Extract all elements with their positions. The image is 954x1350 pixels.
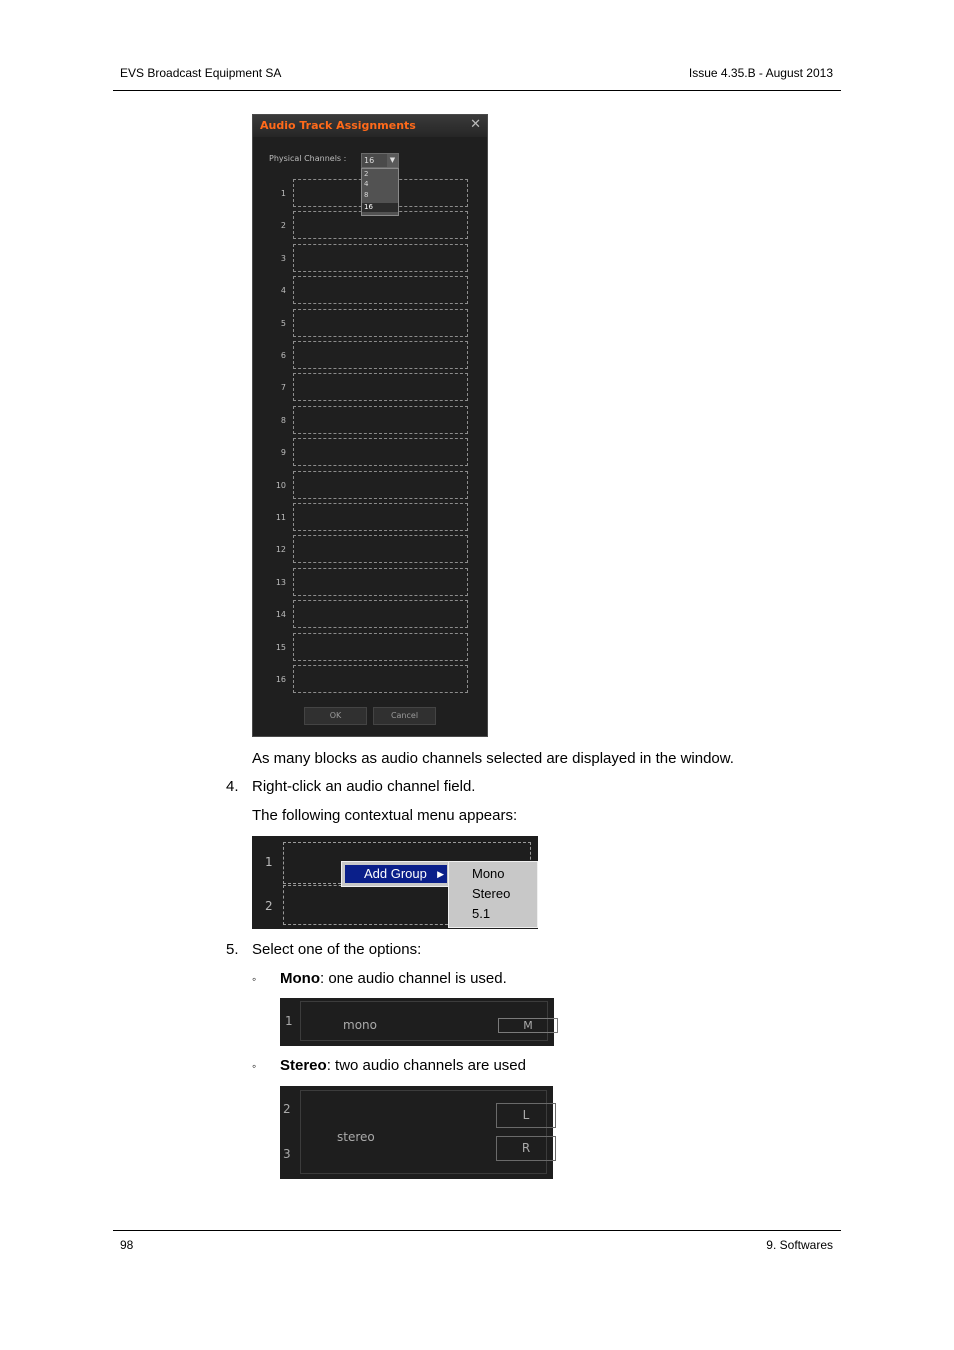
channel-number: 7	[280, 383, 286, 392]
channel-number: 14	[275, 610, 286, 619]
channel-number: 5	[280, 319, 286, 328]
mono-figure	[280, 998, 554, 1046]
submenu-item-stereo[interactable]: Stereo	[472, 886, 511, 901]
bullet-icon: ◦	[252, 972, 257, 986]
page-number: 98	[120, 1238, 134, 1252]
header-rule	[113, 90, 841, 91]
physical-channels-options	[361, 168, 399, 216]
submenu-item-mono[interactable]: Mono	[472, 866, 505, 881]
channel-field[interactable]	[293, 406, 468, 434]
step-5-number: 5.	[226, 941, 239, 958]
physical-channels-label: Physical Channels :	[269, 154, 347, 163]
channel-field[interactable]	[293, 600, 468, 628]
channel-number: 9	[280, 448, 286, 457]
channel-number: 15	[275, 643, 286, 652]
channel-number: 11	[275, 513, 286, 522]
add-group-menu-item[interactable]	[345, 865, 447, 883]
channel-field[interactable]	[293, 568, 468, 596]
channel-number: 1	[280, 189, 286, 198]
mono-group-block[interactable]	[300, 1001, 548, 1041]
channel-number: 3	[280, 254, 286, 263]
close-icon[interactable]: ✕	[470, 117, 481, 132]
channel-field[interactable]	[293, 276, 468, 304]
mono-desc: : one audio channel is used.	[319, 970, 507, 987]
stereo-desc: : two audio channels are used	[326, 1057, 526, 1074]
context-menu-figure	[252, 836, 538, 929]
channel-field[interactable]	[293, 309, 468, 337]
channel-number: 16	[275, 675, 286, 684]
left-channel-button[interactable]: L	[496, 1103, 556, 1128]
option-2[interactable]: 2	[364, 170, 369, 178]
channel-number: 2	[265, 899, 273, 913]
step-4-text: Right-click an audio channel field.	[252, 778, 476, 795]
footer-rule	[113, 1230, 841, 1231]
mono-channel-button[interactable]: M	[498, 1018, 558, 1033]
physical-channels-value: 16	[364, 156, 375, 165]
channel-number: 13	[275, 578, 286, 587]
header-company: EVS Broadcast Equipment SA	[120, 66, 282, 80]
channel-field[interactable]	[293, 471, 468, 499]
step-4-number: 4.	[226, 778, 239, 795]
channel-field[interactable]	[293, 535, 468, 563]
bullet-icon: ◦	[252, 1059, 257, 1073]
add-group-submenu	[448, 861, 538, 928]
option-8[interactable]: 8	[364, 191, 369, 199]
ok-button[interactable]: OK	[304, 707, 367, 725]
submenu-item-5-1[interactable]: 5.1	[472, 906, 491, 921]
channel-field[interactable]	[293, 341, 468, 369]
physical-channels-select[interactable]	[361, 153, 399, 168]
channel-field[interactable]	[293, 665, 468, 693]
channel-number: 8	[280, 416, 286, 425]
group-label: mono	[343, 1018, 377, 1032]
audio-track-assignments-dialog	[252, 114, 488, 737]
channel-number: 2	[280, 221, 286, 230]
channel-number: 12	[275, 545, 286, 554]
step-5-text: Select one of the options:	[252, 941, 422, 958]
stereo-term: Stereo	[280, 1057, 327, 1074]
group-label: stereo	[337, 1130, 375, 1144]
chevron-right-icon: ▶	[437, 869, 444, 879]
channel-field[interactable]	[293, 438, 468, 466]
stereo-group-block[interactable]	[300, 1090, 547, 1174]
header-issue: Issue 4.35.B - August 2013	[688, 66, 833, 80]
channel-field[interactable]	[293, 244, 468, 272]
channel-field[interactable]	[293, 373, 468, 401]
channel-field[interactable]	[283, 885, 453, 925]
footer-section: 9. Softwares	[766, 1238, 833, 1252]
option-4[interactable]: 4	[364, 180, 369, 188]
menu-appears-text: The following contextual menu appears:	[252, 807, 518, 824]
channel-number: 6	[280, 351, 286, 360]
stereo-description	[280, 1057, 526, 1074]
cancel-button[interactable]: Cancel	[373, 707, 436, 725]
add-group-label: Add Group	[364, 866, 427, 881]
channel-field[interactable]	[293, 503, 468, 531]
channel-field[interactable]	[293, 633, 468, 661]
dialog-title: Audio Track Assignments	[260, 119, 416, 132]
blocks-note: As many blocks as audio channels selected are displayed in the window.	[252, 750, 734, 767]
stereo-figure	[280, 1086, 553, 1179]
chevron-down-icon[interactable]: ▼	[387, 154, 398, 167]
option-16[interactable]: 16	[362, 203, 398, 212]
channel-number: 10	[275, 481, 286, 490]
mono-description	[280, 970, 507, 987]
channel-number: 1	[265, 855, 273, 869]
right-channel-button[interactable]: R	[496, 1136, 556, 1161]
channel-number: 3	[283, 1147, 291, 1161]
channel-number: 1	[285, 1014, 293, 1028]
dialog-title-bar	[253, 115, 487, 137]
channel-number: 4	[280, 286, 286, 295]
context-menu	[341, 861, 451, 887]
mono-term: Mono	[280, 970, 320, 987]
channel-number: 2	[283, 1102, 291, 1116]
